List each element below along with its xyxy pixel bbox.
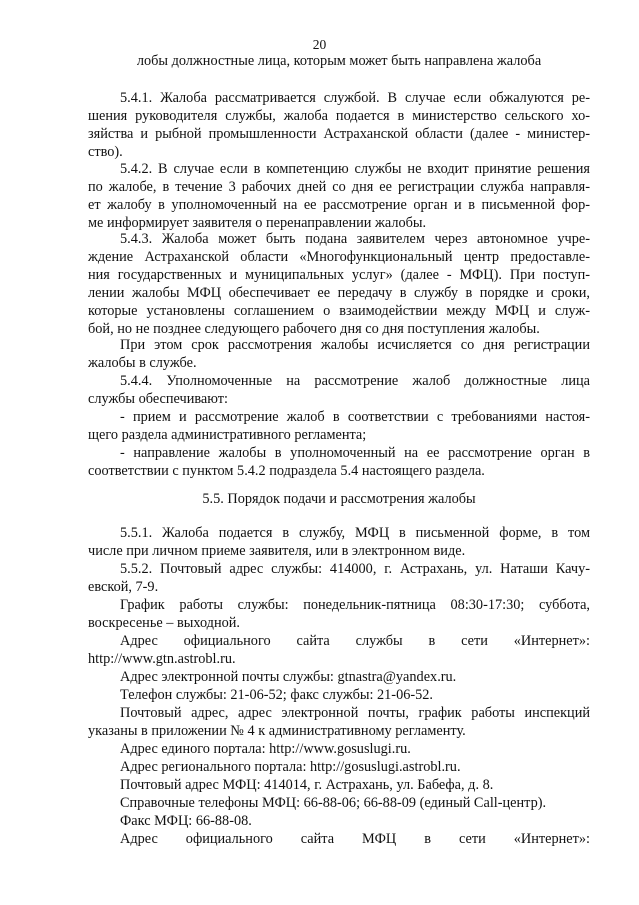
text-line: Адрес регионального портала: http://gosuslugi.astrobl.ru. (120, 759, 461, 775)
text-line: указаны в приложении № 4 к административному регламенту. (88, 723, 466, 739)
text-line: по жалобе, в течение 3 рабочих дней со дня ее регистрации служба направля- (88, 179, 590, 195)
text-line: евской, 7-9. (88, 579, 159, 595)
text-line: Факс МФЦ: 66-88-08. (120, 813, 252, 829)
text-line: Адрес официального сайта службы в сети «Интернет»: (120, 633, 590, 649)
text-line: - прием и рассмотрение жалоб в соответствии с требованиями настоя- (120, 409, 590, 425)
text-line: 5.4.1. Жалоба рассматривается службой. В случае если обжалуются ре- (120, 90, 590, 106)
text-line: службы обеспечивают: (88, 391, 228, 407)
text-line: Телефон службы: 21-06-52; факс службы: 21-06-52. (120, 687, 434, 703)
text-line: - направление жалобы в уполномоченный на ее рассмотрение орган в (120, 445, 590, 461)
text-line: Адрес официального сайта МФЦ в сети «Интернет»: (120, 831, 590, 847)
text-line: 5.4.4. Уполномоченные на рассмотрение жалоб должностные лица (120, 373, 590, 389)
text-line: Адрес электронной почты службы: gtnastra@yandex.ru. (120, 669, 457, 685)
text-line: лении жалобы МФЦ обеспечивает ее передачу в службу в порядке и сроки, (88, 285, 590, 301)
text-line: ждение Астраханской области «Многофункциональный центр предоставле- (88, 249, 590, 265)
text-line: 5.4.2. В случае если в компетенцию службы не входит принятие решения (120, 161, 590, 177)
text-line: щего раздела административного регламента; (88, 427, 367, 443)
text-line: ет жалобу в уполномоченный на ее рассмотрение орган и в письменной фор- (88, 197, 590, 213)
text-line: При этом срок рассмотрения жалобы исчисляется со дня регистрации (120, 337, 590, 353)
page-number: 20 (312, 37, 327, 52)
text-line: бой, но не позднее следующего рабочего дня со дня поступления жалобы. (88, 321, 540, 337)
text-line: 5.5.1. Жалоба подается в службу, МФЦ в письменной форме, в том (120, 525, 590, 541)
section-heading: 5.5. Порядок подачи и рассмотрения жалобы (202, 491, 476, 507)
text-line: 5.5.2. Почтовый адрес службы: 414000, г. Астрахань, ул. Наташи Качу- (120, 561, 590, 577)
text-line: соответствии с пунктом 5.4.2 подраздела 5.4 настоящего раздела. (88, 463, 485, 479)
text-line: ния государственных и муниципальных услуг» (далее - МФЦ). При поступ- (88, 267, 590, 283)
text-line: воскресенье – выходной. (88, 615, 240, 631)
text-line: лобы должностные лица, которым может быть направлена жалоба (136, 53, 542, 69)
text-line: ство). (88, 144, 123, 160)
text-line: Почтовый адрес, адрес электронной почты, график работы инспекций (120, 705, 590, 721)
text-line: Адрес единого портала: http://www.gosuslugi.ru. (120, 741, 411, 757)
text-line: 5.4.3. Жалоба может быть подана заявителем через автономное учре- (120, 231, 590, 247)
text-line: числе при личном приеме заявителя, или в электронном виде. (88, 543, 466, 559)
text-line: График работы службы: понедельник-пятница 08:30-17:30; суббота, (120, 597, 590, 613)
text-line: ме информирует заявителя о перенаправлении жалобы. (88, 215, 427, 231)
text-line: которые установлены соглашением о взаимодействии между МФЦ и служ- (88, 303, 590, 319)
text-line: зяйства и рыбной промышленности Астраханской области (далее - министер- (88, 126, 590, 142)
text-line: жалобы в службе. (88, 355, 197, 371)
text-line: шения руководителя службы, жалоба подается в министерство сельского хо- (88, 108, 590, 124)
text-line: Почтовый адрес МФЦ: 414014, г. Астрахань, ул. Бабефа, д. 8. (120, 777, 494, 793)
text-line: Справочные телефоны МФЦ: 66-88-06; 66-88-09 (единый Call-центр). (120, 795, 547, 811)
text-line: http://www.gtn.astrobl.ru. (88, 651, 236, 667)
